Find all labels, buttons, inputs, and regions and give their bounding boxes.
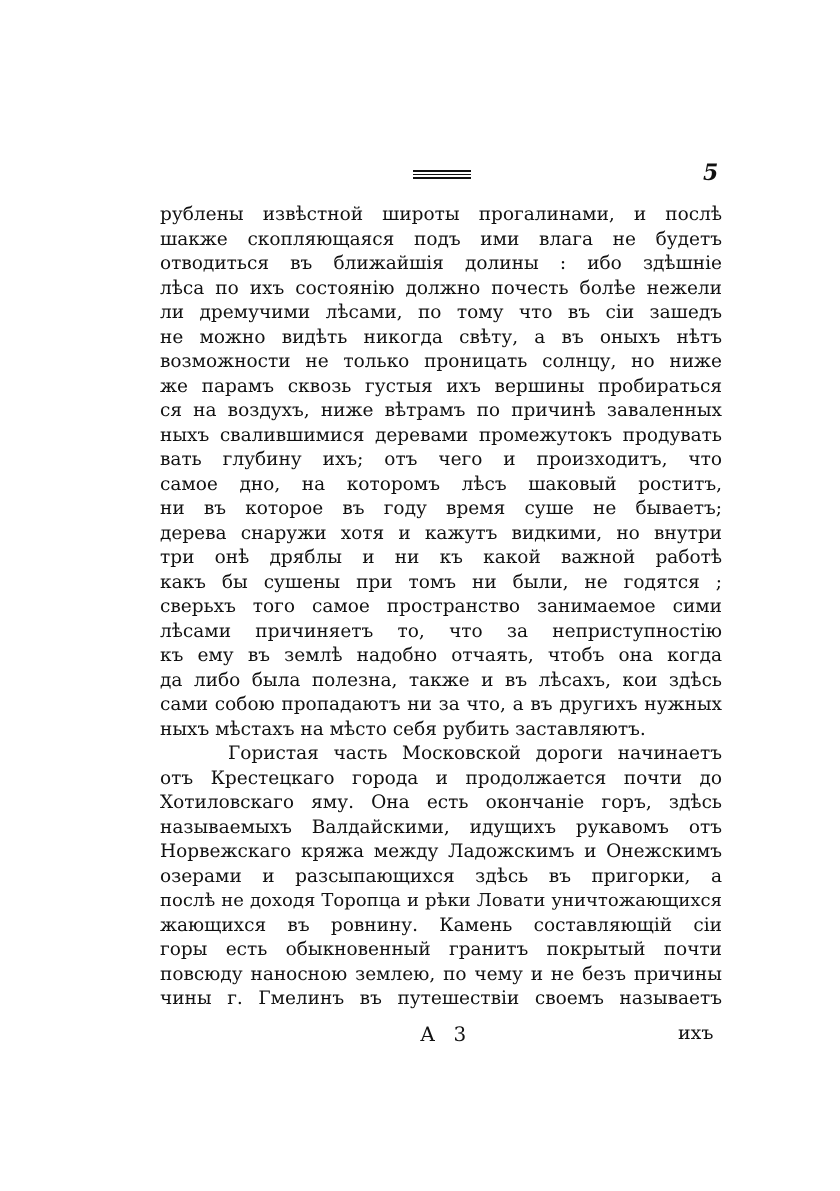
text-line: вать глубину ихъ; отъ чего и произходитъ, что bbox=[160, 449, 722, 470]
signature-mark: А 3 bbox=[420, 1022, 473, 1046]
text-line: шакже скопляющаяся подъ ими влага не будетъ bbox=[160, 228, 722, 250]
paragraph-start-line: Гористая часть Московской дороги начинаетъ bbox=[228, 743, 722, 764]
text-line: называемыхъ Валдайскими, идущихъ рукавомъ отъ bbox=[160, 816, 722, 838]
text-line: ни въ которое въ году время суше не бываетъ; bbox=[160, 498, 722, 519]
text-line: отводиться въ ближайшія долины : ибо здѣшніе bbox=[160, 253, 722, 274]
text-line: къ ему въ землѣ надобно отчаять, чтобъ она когда bbox=[160, 645, 722, 666]
text-line: ныхъ свалившимися деревами промежутокъ продувать bbox=[160, 424, 722, 446]
text-line: ли дремучими лѣсами, по тому что въ сіи зашедъ bbox=[160, 302, 722, 323]
body-text bbox=[160, 203, 722, 1012]
text-line: возможности не только проницать солнцу, но ниже bbox=[160, 351, 722, 372]
text-line: горы есть обыкновенный гранитъ покрытый почти bbox=[160, 939, 722, 960]
text-line: Норвежскаго кряжа между Ладожскимъ и Онежскимъ bbox=[160, 841, 722, 862]
text-line: рублены извѣстной широты прогалинами, и послѣ bbox=[160, 204, 722, 225]
text-line: повсюду наносною землею, по чему и не безъ причины bbox=[160, 963, 722, 985]
text-line: лѣса по ихъ состоянію должно почесть болѣе нежели bbox=[160, 277, 722, 299]
header-rule bbox=[413, 170, 471, 180]
text-line: ся на воздухъ, ниже вѣтрамъ по причинѣ заваленных bbox=[160, 400, 722, 421]
text-line: три онѣ дряблы и ни къ какой важной работѣ bbox=[160, 547, 722, 568]
text-line: Хотиловскаго яму. Она есть окончаніе горъ, здѣсь bbox=[160, 792, 722, 813]
text-line: послѣ не доходя Торопца и рѣки Ловати уничтожающихся bbox=[160, 890, 722, 911]
text-line: да либо была полезна, также и въ лѣсахъ, кои здѣсь bbox=[160, 669, 722, 691]
text-line: лѣсами причиняетъ то, что за неприступностію bbox=[160, 620, 722, 642]
text-line: чины г. Гмелинъ въ путешествіи своемъ называетъ bbox=[160, 988, 722, 1009]
text-line: ныхъ мѣстахъ на мѣсто себя рубить заставляютъ. bbox=[160, 718, 646, 740]
text-line: жающихся въ ровнину. Камень составляющій сіи bbox=[160, 914, 722, 936]
text-line: сверьхъ того самое пространство занимаемое сими bbox=[160, 596, 722, 617]
text-line: же парамъ сквозь густыя ихъ вершины пробираться bbox=[160, 375, 722, 397]
text-line: самое дно, на которомъ лѣсъ шаковый роститъ, bbox=[160, 473, 722, 495]
catchword: ихъ bbox=[678, 1022, 714, 1044]
text-line: озерами и разсыпающихся здѣсь въ пригорки, а bbox=[160, 865, 722, 887]
text-line: не можно видѣть никогда свѣту, а въ оныхъ нѣтъ bbox=[160, 326, 722, 348]
text-line: какъ бы сушены при томъ ни были, не годятся ; bbox=[160, 571, 722, 593]
text-line: дерева снаружи хотя и кажутъ видкими, но внутри bbox=[160, 522, 722, 544]
text-line: отъ Крестецкаго города и продолжается почти до bbox=[160, 767, 722, 789]
text-line: сами собою пропадаютъ ни за что, а въ другихъ нужных bbox=[160, 694, 722, 715]
page-number: 5 bbox=[703, 160, 719, 186]
